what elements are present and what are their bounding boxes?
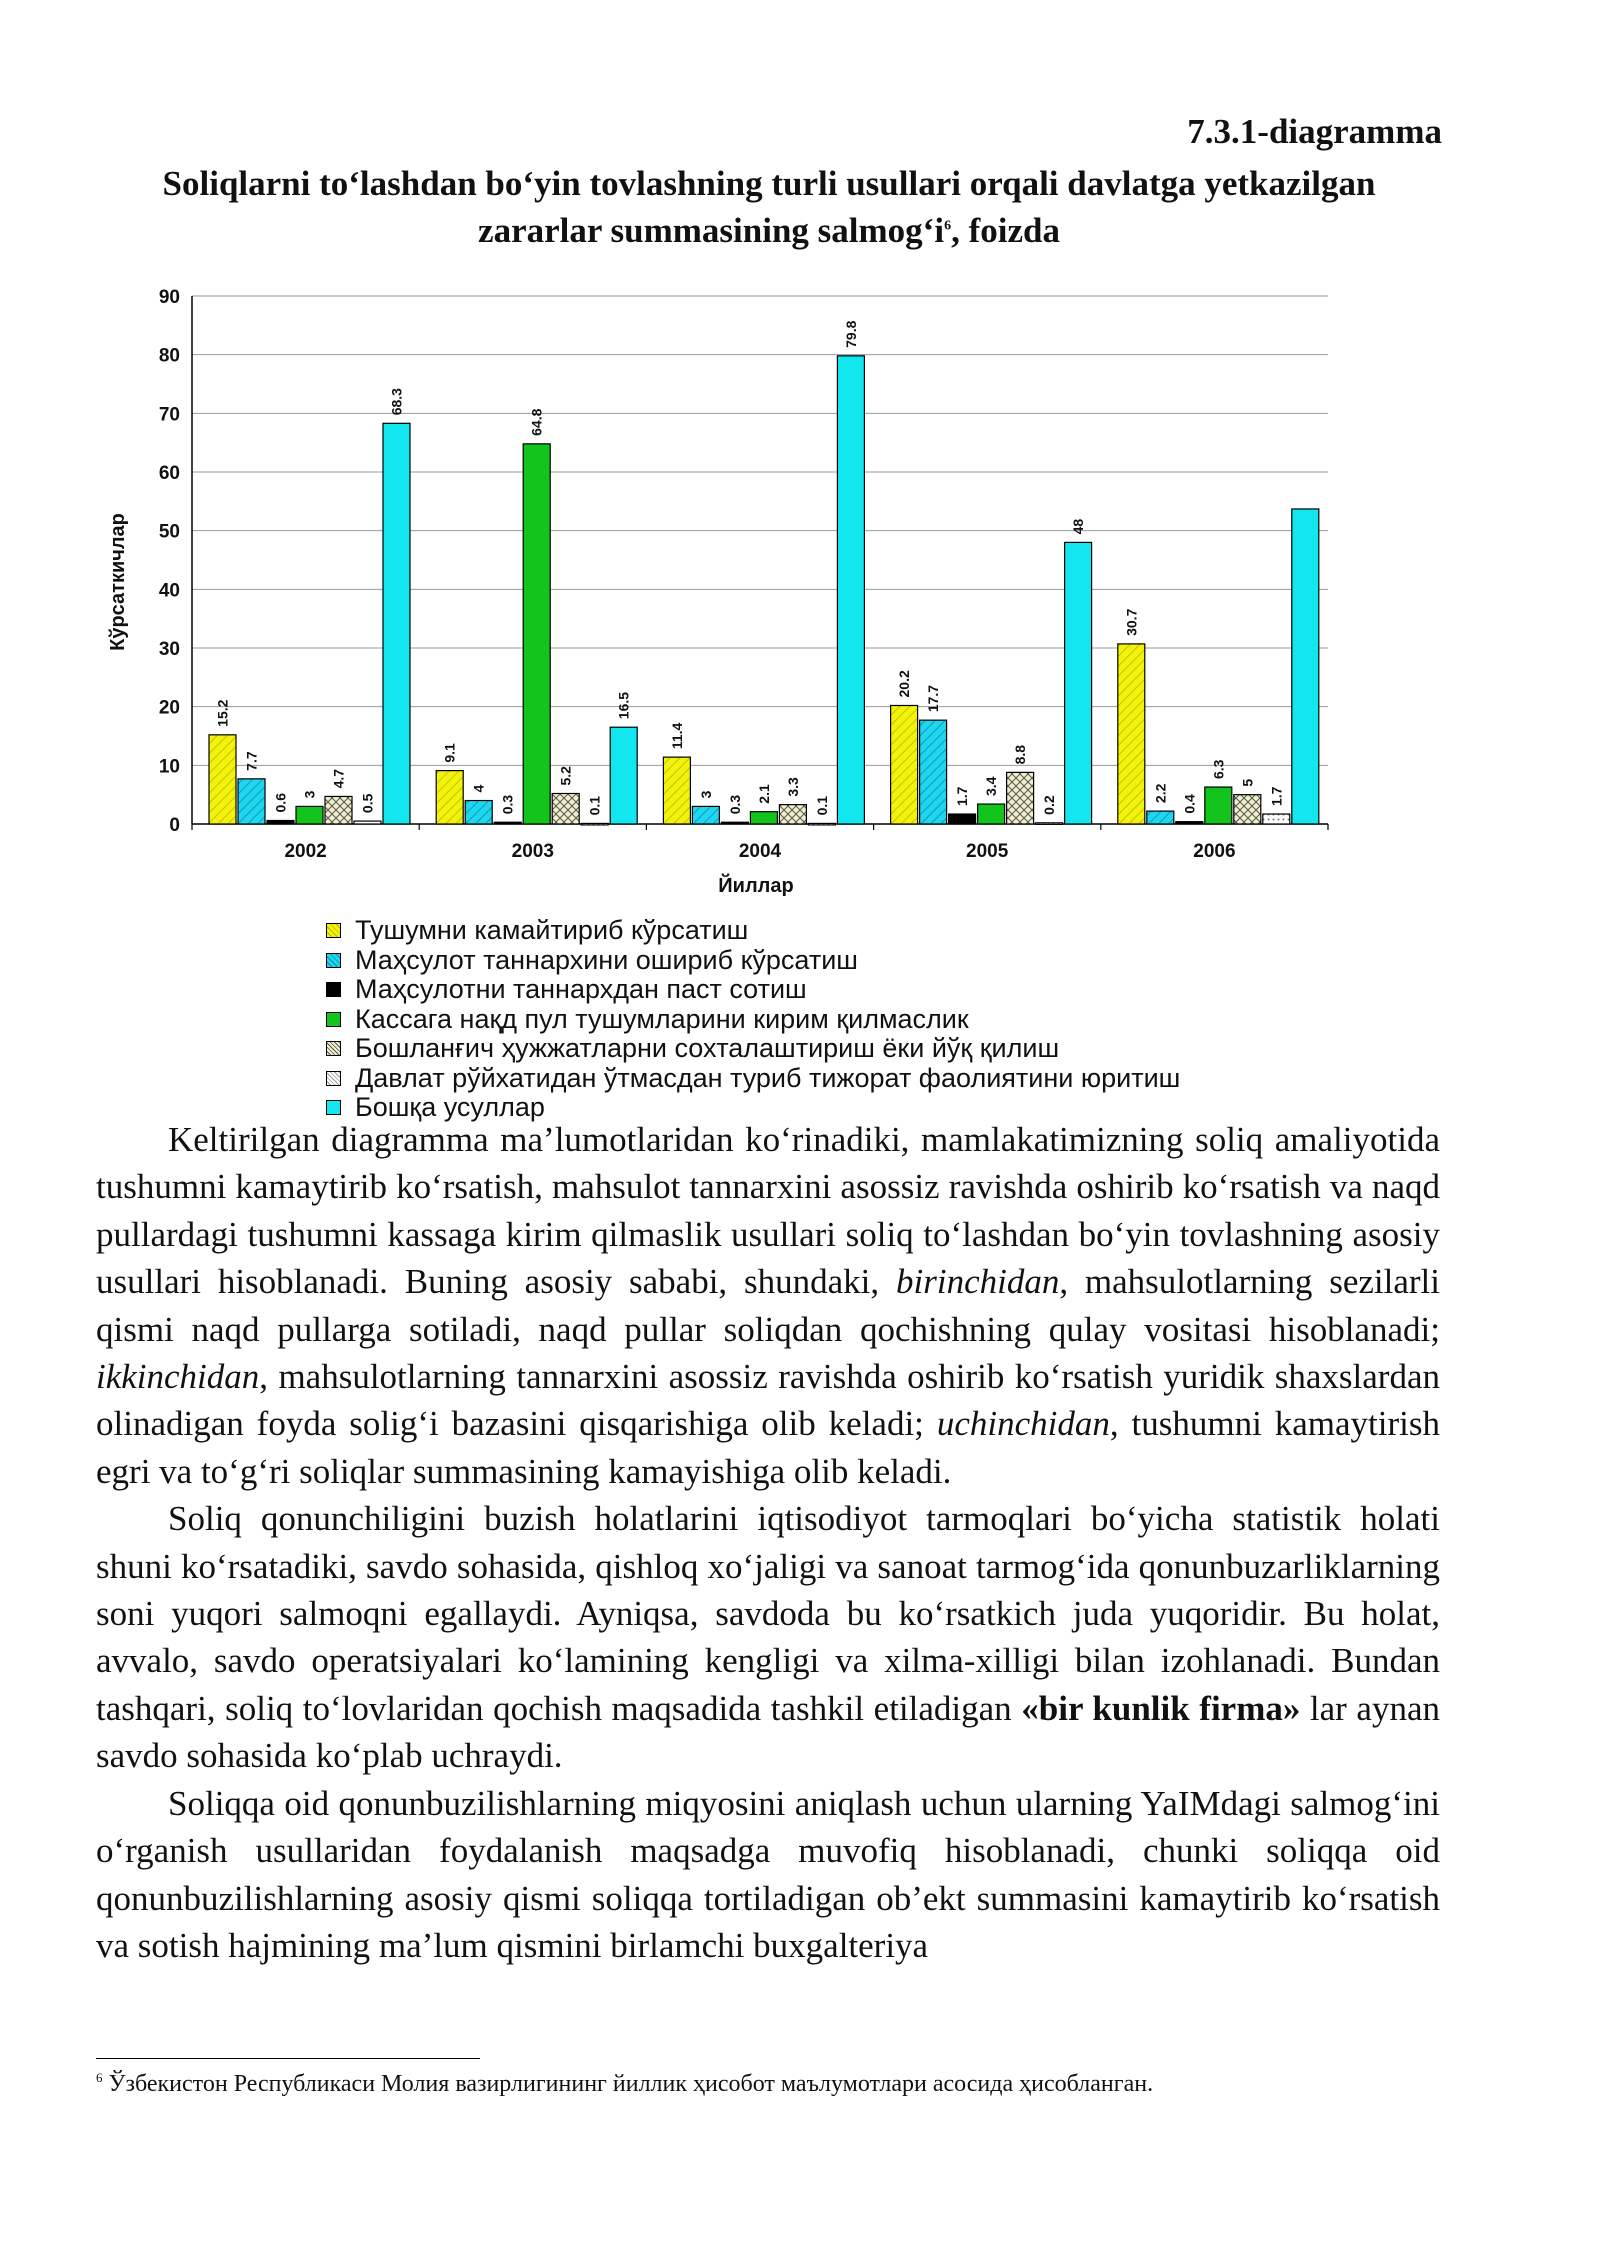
legend-swatch bbox=[326, 1041, 341, 1056]
bar-2004-series-1 bbox=[663, 757, 690, 824]
data-label: 2.2 bbox=[1152, 783, 1169, 804]
data-label: 6.3 bbox=[1210, 759, 1227, 780]
bar-2003-series-4 bbox=[523, 444, 550, 824]
bar-2002-series-6 bbox=[354, 821, 381, 824]
y-tick-label: 20 bbox=[158, 697, 180, 719]
bar-2003-series-7 bbox=[610, 727, 637, 824]
paragraph-1 bbox=[96, 1116, 1440, 1495]
legend-label: Кассага нақд пул тушумларини кирим қилмаслик bbox=[355, 1003, 969, 1034]
footnote-separator bbox=[96, 2058, 480, 2059]
x-tick-label: 2003 bbox=[511, 841, 554, 862]
data-label: 0.2 bbox=[1041, 795, 1058, 815]
data-label: 7.7 bbox=[243, 751, 260, 771]
bar-2003-series-2 bbox=[465, 801, 492, 824]
y-axis-ticks bbox=[159, 287, 180, 836]
emphasis-ikkinchidan: ikkinchidan bbox=[96, 1357, 260, 1397]
y-tick-label: 10 bbox=[158, 756, 180, 778]
y-tick-label: 80 bbox=[158, 345, 180, 367]
y-tick-label: 40 bbox=[158, 580, 180, 602]
data-label: 1.7 bbox=[1268, 786, 1285, 807]
paragraph-1-part-a: Keltirilgan diagramma ma’lumotlaridan ko‘rinadiki, mamlakatimizning soliq amaliyotida tushumni kamaytirib ko‘rsatish, mahsulot tannarxini asossiz ravishda oshirib ko‘rsatish va naqd pullardagi tushumni kassaga kirim qilmaslik usullari soliq to‘lashdan bo‘yin tovlashning asosiy usullari hisoblanadi. Buning asosiy sababi, shundaki, bbox=[96, 1120, 1440, 1302]
data-label: 1.7 bbox=[954, 786, 971, 807]
y-tick-label: 70 bbox=[158, 404, 180, 426]
paragraph-2 bbox=[96, 1495, 1440, 1779]
figure-title-tail: , foizda bbox=[951, 211, 1060, 250]
bar-2006-series-7 bbox=[1292, 509, 1319, 824]
chart-bars bbox=[209, 320, 1319, 825]
bar-2005-series-6 bbox=[1036, 823, 1063, 825]
data-label: 0.1 bbox=[813, 795, 830, 816]
legend-item-2 bbox=[326, 946, 1180, 976]
data-label: 4.7 bbox=[330, 768, 347, 789]
bar-2004-series-4 bbox=[750, 812, 777, 824]
bar-2004-series-5 bbox=[779, 805, 806, 824]
data-label: 30.7 bbox=[1123, 608, 1140, 636]
footnote-text: Ўзбекистон Республикаси Молия вазирлигининг йиллик ҳисобот маълумотлари асосида ҳисобланган. bbox=[102, 2071, 1154, 2097]
bar-2006-series-3 bbox=[1176, 822, 1203, 824]
data-label: 4 bbox=[470, 784, 487, 793]
bold-bir-kunlik-firma: «bir kunlik firma» bbox=[1021, 1688, 1301, 1728]
paragraph-3: Soliqqa oid qonunbuzilishlarning miqyosini aniqlash uchun ularning YaIMdagi salmog‘ini o‘rganish usullaridan foydalanish maqsadga muvofiq hisoblanadi, chunki soliqqa oid qonunbuzilishlarning asosiy qismi soliqqa tortiladigan ob’ekt summasini kamaytirib ko‘rsatish va sotish hajmining ma’lum qismini birlamchi buxgalteriya bbox=[96, 1783, 1440, 1965]
legend-item-6 bbox=[326, 1064, 1180, 1094]
bar-2003-series-6 bbox=[581, 823, 608, 825]
bar-2005-series-1 bbox=[891, 705, 918, 824]
bar-2005-series-2 bbox=[920, 720, 947, 824]
legend-label: Маҳсулотни таннархдан паст сотиш bbox=[355, 974, 807, 1004]
x-tick-label: 2004 bbox=[738, 841, 782, 862]
y-tick-label: 50 bbox=[158, 521, 180, 543]
legend-swatch bbox=[326, 953, 341, 968]
x-tick-label: 2002 bbox=[284, 841, 327, 862]
bar-2006-series-4 bbox=[1205, 787, 1232, 824]
footnote-number: 6 bbox=[96, 2070, 103, 2085]
legend-label: Бошқа усуллар bbox=[355, 1092, 545, 1122]
data-label: 9.1 bbox=[441, 743, 458, 763]
legend-swatch bbox=[326, 982, 341, 997]
data-label: 8.8 bbox=[1012, 744, 1029, 765]
legend-label: Бошланғич ҳужжатларни сохталаштириш ёки йўқ қилиш bbox=[355, 1033, 1060, 1063]
y-tick-label: 60 bbox=[158, 463, 180, 484]
data-label: 17.7 bbox=[925, 684, 942, 713]
data-label: 5.2 bbox=[557, 766, 574, 786]
data-label: 0.3 bbox=[726, 794, 743, 815]
data-label: 79.8 bbox=[842, 320, 859, 348]
data-label: 15.2 bbox=[214, 699, 231, 727]
figure-number: 7.3.1-diagramma bbox=[1187, 112, 1442, 151]
footnote-reference: 6 bbox=[944, 218, 952, 234]
legend-item-3 bbox=[326, 975, 1180, 1005]
bar-2002-series-7 bbox=[383, 423, 410, 824]
legend-item-4 bbox=[326, 1005, 1180, 1035]
bar-2002-series-1 bbox=[209, 735, 236, 824]
data-label: 16.5 bbox=[615, 691, 632, 720]
data-label: 3 bbox=[697, 790, 714, 799]
bar-2002-series-3 bbox=[267, 820, 294, 824]
data-label: 3.4 bbox=[983, 776, 1000, 797]
x-tick-label: 2005 bbox=[966, 841, 1009, 862]
legend-swatch bbox=[326, 1071, 341, 1086]
paragraph-2-part-b: lar aynan savdo sohasida ko‘plab uchraydi. bbox=[96, 1688, 1440, 1776]
data-label: 3 bbox=[301, 790, 318, 799]
data-label: 5 bbox=[1239, 778, 1256, 787]
data-label: 0.1 bbox=[586, 795, 603, 816]
footnote bbox=[96, 2070, 1153, 2098]
bar-2005-series-3 bbox=[949, 814, 976, 824]
body-text bbox=[96, 1116, 1440, 1969]
bar-2004-series-7 bbox=[837, 356, 864, 824]
data-label: 0.5 bbox=[359, 793, 376, 814]
legend-swatch bbox=[326, 923, 341, 938]
emphasis-birinchidan: birinchidan bbox=[896, 1262, 1060, 1302]
bar-2002-series-4 bbox=[296, 806, 323, 824]
bar-2005-series-5 bbox=[1007, 772, 1034, 824]
legend-item-1 bbox=[326, 916, 1180, 946]
chart-legend bbox=[326, 916, 1180, 1123]
bar-2002-series-2 bbox=[238, 779, 265, 824]
y-tick-label: 90 bbox=[158, 287, 180, 308]
bar-2005-series-4 bbox=[978, 804, 1005, 824]
legend-label: Давлат рўйхатидан ўтмасдан туриб тижорат фаолиятини юритиш bbox=[355, 1062, 1181, 1093]
paragraph-1-part-b: , mahsulotlarning sezilarli qismi naqd pullarga sotiladi, naqd pullar soliqdan qochishning qulay vositasi hisoblanadi; bbox=[96, 1262, 1440, 1349]
bar-2003-series-5 bbox=[552, 793, 579, 824]
legend-item-5 bbox=[326, 1034, 1180, 1064]
legend-label: Тушумни камайтириб кўрсатиш bbox=[355, 915, 749, 945]
legend-swatch bbox=[326, 1012, 341, 1027]
paragraph-2-part-a: Soliq qonunchiligini buzish holatlarini iqtisodiyot tarmoqlari bo‘yicha statistik holati shuni ko‘rsatadiki, savdo sohasida, qishloq xo‘jaligi va sanoat tarmog‘ida qonunbuzarliklarning soni yuqori salmoqni egallaydi. Ayniqsa, savdoda bu ko‘rsatkich juda yuqoridir. Bu holat, avvalo, savdo operatsiyalari ko‘lamining kengligi va xilma-xilligi bilan izohlanadi. Bundan tashqari, soliq to‘lovlaridan qochish maqsadida tashkil etiladigan bbox=[96, 1499, 1440, 1728]
bar-2006-series-5 bbox=[1234, 795, 1261, 824]
bar-2005-series-7 bbox=[1065, 542, 1092, 824]
bar-2003-series-1 bbox=[436, 771, 463, 824]
bar-2003-series-3 bbox=[494, 822, 521, 824]
data-label: 2.1 bbox=[755, 784, 772, 804]
data-label: 0.6 bbox=[272, 793, 289, 813]
data-label: 0.3 bbox=[499, 794, 516, 815]
data-label: 0.4 bbox=[1181, 794, 1198, 814]
bar-2002-series-5 bbox=[325, 796, 352, 824]
data-label: 11.4 bbox=[668, 722, 685, 750]
bar-2004-series-2 bbox=[692, 806, 719, 824]
y-axis-label: Кўрсаткичлар bbox=[107, 513, 129, 651]
paragraph-1-part-c: , mahsulotlarning tannarxini asossiz ravishda oshirib ko‘rsatish yuridik shaxslardan olinadigan foyda solig‘i bazasini qisqarishiga olib keladi; bbox=[96, 1357, 1440, 1444]
x-axis-ticks bbox=[192, 824, 1328, 862]
legend-label: Маҳсулот таннархини ошириб кўрсатиш bbox=[355, 944, 858, 975]
legend-swatch bbox=[326, 1100, 341, 1115]
paragraph-1-part-d: , tushumni kamaytirish egri va to‘g‘ri soliqlar summasining kamayishiga olib keladi. bbox=[96, 1404, 1440, 1491]
x-axis-label: Йиллар bbox=[718, 875, 794, 897]
data-label: 20.2 bbox=[896, 670, 913, 698]
emphasis-uchinchidan: uchinchidan bbox=[936, 1404, 1110, 1444]
y-tick-label: 0 bbox=[169, 815, 180, 836]
bar-2006-series-6 bbox=[1263, 814, 1290, 824]
bar-2004-series-6 bbox=[808, 823, 835, 825]
bar-2004-series-3 bbox=[721, 822, 748, 824]
bar-2006-series-1 bbox=[1118, 644, 1145, 824]
data-label: 68.3 bbox=[388, 388, 405, 416]
data-label: 3.3 bbox=[784, 777, 801, 797]
figure-title bbox=[96, 160, 1442, 254]
figure-title-main: Soliqlarni to‘lashdan bo‘yin tovlashning turli usullari orqali davlatga yetkazilgan zararlar summasining salmog‘i bbox=[162, 164, 1376, 250]
data-label: 64.8 bbox=[528, 408, 545, 436]
bar-2006-series-2 bbox=[1147, 811, 1174, 824]
data-label: 48 bbox=[1070, 518, 1087, 535]
y-tick-label: 30 bbox=[158, 639, 180, 660]
chart-gridlines bbox=[192, 296, 1328, 824]
bar-chart bbox=[96, 282, 1356, 902]
x-tick-label: 2006 bbox=[1193, 841, 1236, 862]
